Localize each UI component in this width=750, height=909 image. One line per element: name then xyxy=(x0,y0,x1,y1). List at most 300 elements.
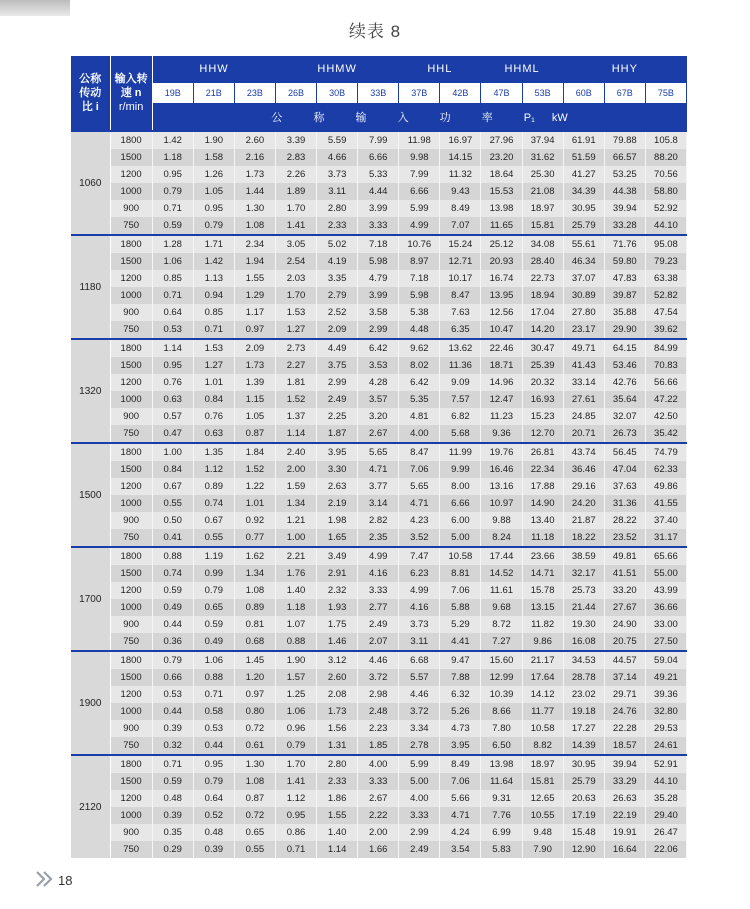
power-value-cell: 63.38 xyxy=(645,270,686,287)
power-value-cell: 0.95 xyxy=(193,200,234,217)
power-value-cell: 2.49 xyxy=(317,391,358,408)
power-value-cell: 84.99 xyxy=(645,339,686,357)
power-value-cell: 41.51 xyxy=(604,565,645,582)
power-value-cell: 0.74 xyxy=(193,495,234,512)
power-value-cell: 0.84 xyxy=(193,391,234,408)
power-value-cell: 42.76 xyxy=(604,374,645,391)
power-value-cell: 9.88 xyxy=(481,512,522,529)
power-value-cell: 5.98 xyxy=(358,253,399,270)
power-value-cell: 24.76 xyxy=(604,703,645,720)
table-row xyxy=(71,339,687,357)
power-value-cell: 19.18 xyxy=(563,703,604,720)
power-value-cell: 6.66 xyxy=(358,149,399,166)
power-value-cell: 15.81 xyxy=(522,773,563,790)
power-value-cell: 71.76 xyxy=(604,235,645,253)
power-value-cell: 14.96 xyxy=(481,374,522,391)
power-value-cell: 3.57 xyxy=(358,391,399,408)
power-value-cell: 4.44 xyxy=(358,183,399,200)
power-header-char: 输 xyxy=(355,112,367,124)
ratio-cell: 1060 xyxy=(71,131,110,235)
power-value-cell: 39.62 xyxy=(645,321,686,339)
speed-cell: 1200 xyxy=(110,790,152,807)
power-value-cell: 1.37 xyxy=(275,408,316,425)
table-row xyxy=(71,737,687,755)
power-value-cell: 0.71 xyxy=(193,321,234,339)
power-value-cell: 8.66 xyxy=(481,703,522,720)
power-value-cell: 4.28 xyxy=(358,374,399,391)
power-value-cell: 2.49 xyxy=(358,616,399,633)
speed-cell: 1200 xyxy=(110,582,152,599)
ratio-cell: 1900 xyxy=(71,651,110,755)
power-header-char: 率 xyxy=(481,112,493,124)
power-value-cell: 53.25 xyxy=(604,166,645,183)
power-value-cell: 5.29 xyxy=(440,616,481,633)
power-value-cell: 15.23 xyxy=(522,408,563,425)
power-value-cell: 0.59 xyxy=(152,217,193,235)
power-value-cell: 4.00 xyxy=(399,790,440,807)
table-row xyxy=(71,200,687,217)
table-row xyxy=(71,461,687,478)
power-value-cell: 1.90 xyxy=(275,651,316,669)
power-value-cell: 1.27 xyxy=(193,357,234,374)
power-value-cell: 10.47 xyxy=(481,321,522,339)
power-value-cell: 14.71 xyxy=(522,565,563,582)
power-value-cell: 7.88 xyxy=(440,669,481,686)
power-value-cell: 0.67 xyxy=(193,512,234,529)
power-value-cell: 6.42 xyxy=(399,374,440,391)
power-value-cell: 9.62 xyxy=(399,339,440,357)
power-value-cell: 10.97 xyxy=(481,495,522,512)
power-value-cell: 0.88 xyxy=(152,547,193,565)
power-value-cell: 37.14 xyxy=(604,669,645,686)
power-value-cell: 1.13 xyxy=(193,270,234,287)
power-value-cell: 105.8 xyxy=(645,131,686,149)
power-value-cell: 4.99 xyxy=(399,217,440,235)
power-value-cell: 1.20 xyxy=(234,669,275,686)
power-value-cell: 5.66 xyxy=(440,790,481,807)
power-value-cell: 6.68 xyxy=(399,651,440,669)
power-value-cell: 1.19 xyxy=(193,547,234,565)
power-value-cell: 2.67 xyxy=(358,425,399,443)
power-value-cell: 1.58 xyxy=(193,149,234,166)
page-title: 续表 8 xyxy=(348,22,402,41)
size-header-cell: 30B xyxy=(317,83,358,104)
power-value-cell: 1.73 xyxy=(317,703,358,720)
speed-cell: 750 xyxy=(110,425,152,443)
power-value-cell: 12.56 xyxy=(481,304,522,321)
power-value-cell: 0.32 xyxy=(152,737,193,755)
power-value-cell: 3.14 xyxy=(358,495,399,512)
power-value-cell: 4.71 xyxy=(440,807,481,824)
power-value-cell: 0.66 xyxy=(152,669,193,686)
power-value-cell: 24.20 xyxy=(563,495,604,512)
power-value-cell: 5.65 xyxy=(358,443,399,461)
power-value-cell: 55.00 xyxy=(645,565,686,582)
power-value-cell: 49.81 xyxy=(604,547,645,565)
power-value-cell: 74.79 xyxy=(645,443,686,461)
power-value-cell: 1.26 xyxy=(193,166,234,183)
table-row xyxy=(71,686,687,703)
table-row xyxy=(71,374,687,391)
power-value-cell: 13.15 xyxy=(522,599,563,616)
power-value-cell: 22.19 xyxy=(604,807,645,824)
power-value-cell: 1.59 xyxy=(275,478,316,495)
power-value-cell: 0.72 xyxy=(234,807,275,824)
power-value-cell: 55.61 xyxy=(563,235,604,253)
power-value-cell: 28.22 xyxy=(604,512,645,529)
power-value-cell: 7.47 xyxy=(399,547,440,565)
power-value-cell: 0.87 xyxy=(234,425,275,443)
power-value-cell: 1.62 xyxy=(234,547,275,565)
speed-cell: 750 xyxy=(110,633,152,651)
power-value-cell: 1.56 xyxy=(317,720,358,737)
power-value-cell: 0.39 xyxy=(152,720,193,737)
table-row xyxy=(71,270,687,287)
power-value-cell: 25.12 xyxy=(481,235,522,253)
power-value-cell: 0.55 xyxy=(234,841,275,858)
table-row xyxy=(71,304,687,321)
table-row xyxy=(71,149,687,166)
power-value-cell: 13.40 xyxy=(522,512,563,529)
power-value-cell: 1.30 xyxy=(234,200,275,217)
power-value-cell: 7.18 xyxy=(358,235,399,253)
power-value-cell: 22.46 xyxy=(481,339,522,357)
power-value-cell: 15.53 xyxy=(481,183,522,200)
power-value-cell: 1.55 xyxy=(317,807,358,824)
power-value-cell: 39.94 xyxy=(604,755,645,773)
power-value-cell: 1.75 xyxy=(317,616,358,633)
power-value-cell: 24.85 xyxy=(563,408,604,425)
power-value-cell: 2.82 xyxy=(358,512,399,529)
power-value-cell: 56.66 xyxy=(645,374,686,391)
power-value-cell: 37.07 xyxy=(563,270,604,287)
power-value-cell: 35.28 xyxy=(645,790,686,807)
power-value-cell: 0.89 xyxy=(193,478,234,495)
power-value-cell: 0.53 xyxy=(193,720,234,737)
power-header-char: 功 xyxy=(439,112,451,124)
power-value-cell: 2.22 xyxy=(358,807,399,824)
power-value-cell: 7.07 xyxy=(440,217,481,235)
power-value-cell: 0.58 xyxy=(193,703,234,720)
speed-cell: 1200 xyxy=(110,374,152,391)
power-value-cell: 25.73 xyxy=(563,582,604,599)
power-value-cell: 33.20 xyxy=(604,582,645,599)
power-value-cell: 1.65 xyxy=(317,529,358,547)
power-value-cell: 1.27 xyxy=(275,321,316,339)
power-value-cell: 0.87 xyxy=(234,790,275,807)
power-value-cell: 13.95 xyxy=(481,287,522,304)
power-value-cell: 0.36 xyxy=(152,633,193,651)
power-value-cell: 47.54 xyxy=(645,304,686,321)
size-header-cell: 23B xyxy=(234,83,275,104)
power-value-cell: 2.26 xyxy=(275,166,316,183)
power-value-cell: 1.81 xyxy=(275,374,316,391)
power-value-cell: 5.88 xyxy=(440,599,481,616)
power-value-cell: 0.53 xyxy=(152,686,193,703)
table-row xyxy=(71,824,687,841)
power-value-cell: 16.64 xyxy=(604,841,645,858)
power-value-cell: 1.52 xyxy=(275,391,316,408)
power-value-cell: 18.64 xyxy=(481,166,522,183)
power-value-cell: 5.99 xyxy=(399,200,440,217)
power-value-cell: 5.26 xyxy=(440,703,481,720)
ratio-cell: 1700 xyxy=(71,547,110,651)
power-value-cell: 6.32 xyxy=(440,686,481,703)
power-value-cell: 1.12 xyxy=(193,461,234,478)
speed-cell: 1800 xyxy=(110,235,152,253)
power-value-cell: 9.48 xyxy=(522,824,563,841)
table-row xyxy=(71,166,687,183)
power-value-cell: 52.82 xyxy=(645,287,686,304)
power-value-cell: 1.52 xyxy=(234,461,275,478)
power-value-cell: 2.09 xyxy=(234,339,275,357)
power-value-cell: 13.98 xyxy=(481,200,522,217)
power-value-cell: 2.23 xyxy=(358,720,399,737)
power-value-cell: 35.88 xyxy=(604,304,645,321)
power-value-cell: 2.33 xyxy=(317,773,358,790)
header-speed-line: 输入转 xyxy=(114,73,148,85)
power-value-cell: 1.17 xyxy=(234,304,275,321)
power-value-cell: 2.03 xyxy=(275,270,316,287)
power-value-cell: 1.40 xyxy=(317,824,358,841)
power-value-cell: 2.08 xyxy=(317,686,358,703)
speed-cell: 900 xyxy=(110,408,152,425)
power-value-cell: 2.25 xyxy=(317,408,358,425)
power-value-cell: 0.71 xyxy=(152,755,193,773)
power-value-cell: 5.57 xyxy=(399,669,440,686)
table-row xyxy=(71,582,687,599)
power-value-cell: 33.28 xyxy=(604,217,645,235)
power-value-cell: 1.70 xyxy=(275,755,316,773)
table-row xyxy=(71,183,687,200)
power-value-cell: 31.17 xyxy=(645,529,686,547)
power-value-cell: 0.65 xyxy=(193,599,234,616)
power-value-cell: 3.58 xyxy=(358,304,399,321)
power-value-cell: 29.71 xyxy=(604,686,645,703)
page-number: 18 xyxy=(58,873,73,888)
table-row xyxy=(71,755,687,773)
table-row xyxy=(71,651,687,669)
power-value-cell: 0.79 xyxy=(193,217,234,235)
power-value-cell: 59.04 xyxy=(645,651,686,669)
power-value-cell: 5.00 xyxy=(399,773,440,790)
power-value-cell: 1.87 xyxy=(317,425,358,443)
power-value-cell: 4.19 xyxy=(317,253,358,270)
power-value-cell: 2.67 xyxy=(358,790,399,807)
power-value-cell: 30.47 xyxy=(522,339,563,357)
power-value-cell: 0.85 xyxy=(152,270,193,287)
power-value-cell: 23.17 xyxy=(563,321,604,339)
table-row xyxy=(71,478,687,495)
power-value-cell: 10.39 xyxy=(481,686,522,703)
power-value-cell: 5.98 xyxy=(399,287,440,304)
speed-cell: 900 xyxy=(110,720,152,737)
power-value-cell: 18.94 xyxy=(522,287,563,304)
power-value-cell: 0.74 xyxy=(152,565,193,582)
power-value-cell: 6.50 xyxy=(481,737,522,755)
power-value-cell: 0.80 xyxy=(234,703,275,720)
power-value-cell: 1.40 xyxy=(275,582,316,599)
power-value-cell: 1.57 xyxy=(275,669,316,686)
power-value-cell: 14.15 xyxy=(440,149,481,166)
power-value-cell: 27.80 xyxy=(563,304,604,321)
power-value-cell: 2.00 xyxy=(358,824,399,841)
power-value-cell: 3.95 xyxy=(440,737,481,755)
power-value-cell: 32.80 xyxy=(645,703,686,720)
power-value-cell: 7.06 xyxy=(440,773,481,790)
power-value-cell: 1.01 xyxy=(193,374,234,391)
group-label-hhmw: HHMW xyxy=(275,56,398,83)
power-value-cell: 38.59 xyxy=(563,547,604,565)
table-row xyxy=(71,357,687,374)
table-row xyxy=(71,529,687,547)
table-row xyxy=(71,443,687,461)
power-value-cell: 1.00 xyxy=(152,443,193,461)
power-value-cell: 0.53 xyxy=(152,321,193,339)
power-value-cell: 3.52 xyxy=(399,529,440,547)
power-value-cell: 0.55 xyxy=(193,529,234,547)
power-value-cell: 2.49 xyxy=(399,841,440,858)
table-row xyxy=(71,720,687,737)
power-value-cell: 34.08 xyxy=(522,235,563,253)
size-header-cell: 60B xyxy=(563,83,604,104)
power-value-cell: 0.71 xyxy=(152,200,193,217)
power-value-cell: 8.97 xyxy=(399,253,440,270)
power-value-cell: 0.44 xyxy=(152,616,193,633)
table-row xyxy=(71,547,687,565)
power-value-cell: 18.97 xyxy=(522,755,563,773)
power-value-cell: 1.06 xyxy=(275,703,316,720)
power-value-cell: 0.59 xyxy=(152,582,193,599)
power-value-cell: 1.41 xyxy=(275,773,316,790)
power-value-cell: 1.22 xyxy=(234,478,275,495)
speed-cell: 900 xyxy=(110,304,152,321)
power-value-cell: 0.72 xyxy=(234,720,275,737)
power-value-cell: 8.49 xyxy=(440,755,481,773)
power-header-char: 入 xyxy=(397,112,409,124)
size-header-cell: 19B xyxy=(152,83,193,104)
power-value-cell: 0.29 xyxy=(152,841,193,858)
power-header xyxy=(152,104,686,132)
power-value-cell: 1.94 xyxy=(234,253,275,270)
power-value-cell: 28.78 xyxy=(563,669,604,686)
power-value-cell: 1.21 xyxy=(275,512,316,529)
power-value-cell: 5.68 xyxy=(440,425,481,443)
size-header-cell: 26B xyxy=(275,83,316,104)
power-value-cell: 13.62 xyxy=(440,339,481,357)
power-value-cell: 8.81 xyxy=(440,565,481,582)
power-value-cell: 0.50 xyxy=(152,512,193,529)
power-value-cell: 0.94 xyxy=(193,287,234,304)
power-value-cell: 44.10 xyxy=(645,217,686,235)
group-label-hhw: HHW xyxy=(152,56,275,83)
power-value-cell: 1.14 xyxy=(152,339,193,357)
table-row xyxy=(71,616,687,633)
power-value-cell: 7.18 xyxy=(399,270,440,287)
power-value-cell: 3.95 xyxy=(317,443,358,461)
power-value-cell: 14.39 xyxy=(563,737,604,755)
power-value-cell: 1.42 xyxy=(152,131,193,149)
power-value-cell: 18.97 xyxy=(522,200,563,217)
power-value-cell: 44.57 xyxy=(604,651,645,669)
power-value-cell: 79.23 xyxy=(645,253,686,270)
power-value-cell: 1.35 xyxy=(193,443,234,461)
power-value-cell: 32.17 xyxy=(563,565,604,582)
table-row xyxy=(71,703,687,720)
power-value-cell: 0.97 xyxy=(234,686,275,703)
table-row xyxy=(71,217,687,235)
header-ratio-line: 比 i xyxy=(81,101,99,113)
power-value-cell: 1.46 xyxy=(317,633,358,651)
power-value-cell: 3.53 xyxy=(358,357,399,374)
power-value-cell: 22.73 xyxy=(522,270,563,287)
speed-cell: 750 xyxy=(110,737,152,755)
power-value-cell: 6.23 xyxy=(399,565,440,582)
power-value-cell: 4.99 xyxy=(399,582,440,599)
power-value-cell: 1.08 xyxy=(234,217,275,235)
power-value-cell: 27.96 xyxy=(481,131,522,149)
power-value-cell: 5.99 xyxy=(399,755,440,773)
power-value-cell: 31.36 xyxy=(604,495,645,512)
power-value-cell: 16.08 xyxy=(563,633,604,651)
power-value-cell: 7.27 xyxy=(481,633,522,651)
power-value-cell: 70.83 xyxy=(645,357,686,374)
power-value-cell: 1.70 xyxy=(275,200,316,217)
power-value-cell: 4.16 xyxy=(358,565,399,582)
table-row xyxy=(71,669,687,686)
power-value-cell: 2.83 xyxy=(275,149,316,166)
power-value-cell: 1.28 xyxy=(152,235,193,253)
power-value-cell: 26.73 xyxy=(604,425,645,443)
power-value-cell: 30.95 xyxy=(563,755,604,773)
power-value-cell: 9.43 xyxy=(440,183,481,200)
power-value-cell: 9.47 xyxy=(440,651,481,669)
power-value-cell: 20.32 xyxy=(522,374,563,391)
header-ratio-line: 公称 xyxy=(79,73,102,85)
power-value-cell: 95.08 xyxy=(645,235,686,253)
speed-cell: 1000 xyxy=(110,183,152,200)
power-value-cell: 43.74 xyxy=(563,443,604,461)
power-value-cell: 0.88 xyxy=(193,669,234,686)
power-value-cell: 9.99 xyxy=(440,461,481,478)
power-value-cell: 1.42 xyxy=(193,253,234,270)
power-value-cell: 0.49 xyxy=(193,633,234,651)
power-value-cell: 27.61 xyxy=(563,391,604,408)
power-value-cell: 2.35 xyxy=(358,529,399,547)
power-value-cell: 5.65 xyxy=(399,478,440,495)
power-value-cell: 19.76 xyxy=(481,443,522,461)
power-value-cell: 30.95 xyxy=(563,200,604,217)
power-value-cell: 88.20 xyxy=(645,149,686,166)
power-value-cell: 7.63 xyxy=(440,304,481,321)
power-value-cell: 0.48 xyxy=(152,790,193,807)
power-value-cell: 20.63 xyxy=(563,790,604,807)
power-value-cell: 20.75 xyxy=(604,633,645,651)
power-value-cell: 3.54 xyxy=(440,841,481,858)
table-row xyxy=(71,425,687,443)
table-row xyxy=(71,287,687,304)
power-value-cell: 1.34 xyxy=(275,495,316,512)
power-value-cell: 22.28 xyxy=(604,720,645,737)
power-value-cell: 2.33 xyxy=(317,217,358,235)
power-value-cell: 10.58 xyxy=(440,547,481,565)
table-row xyxy=(71,599,687,616)
power-value-cell: 41.27 xyxy=(563,166,604,183)
power-value-cell: 1.34 xyxy=(234,565,275,582)
power-value-cell: 3.05 xyxy=(275,235,316,253)
power-value-cell: 0.86 xyxy=(275,824,316,841)
power-value-cell: 7.80 xyxy=(481,720,522,737)
